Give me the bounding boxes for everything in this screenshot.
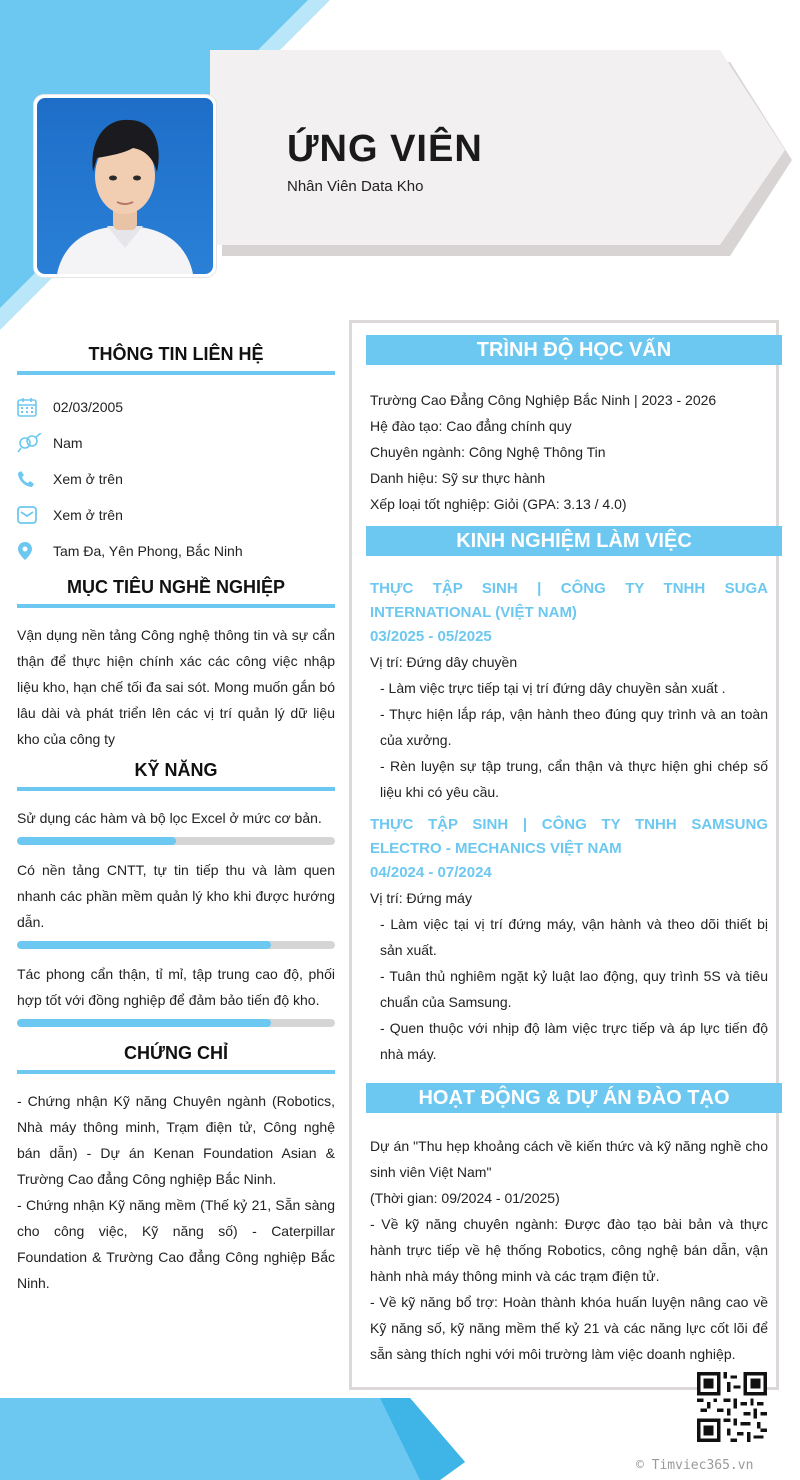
education-line: Trường Cao Đẳng Công Nghiệp Bắc Ninh | 2023 - 2026 [370, 392, 717, 408]
project-point: - Về kỹ năng chuyên ngành: Được đào tạo bài bản và thực hành trực tiếp về hệ thống Robotics, công nghệ bán dẫn, vận hành nhà máy thông minh và các trạm điện tử. [370, 1216, 768, 1284]
right-column [349, 320, 779, 1390]
contact-phone-text: Xem ở trên [53, 471, 123, 487]
skill-item [17, 805, 335, 845]
contact-email-text: Xem ở trên [53, 507, 123, 523]
skill-bar-fill [17, 1019, 271, 1027]
skill-item [17, 857, 335, 949]
skill-bar-fill [17, 941, 271, 949]
skill-bar [17, 837, 335, 845]
profile-photo [34, 95, 216, 277]
objective-title: MỤC TIÊU NGHỀ NGHIỆP [17, 573, 335, 608]
objective-text: Vận dụng nền tảng Công nghệ thông tin và sự cẩn thận để thực hiện chính xác các công việc nhập liệu kho, hạn chế tối đa sai sót. Mong muốn gắn bó lâu dài và phát triển lên các vị trí quản lý dữ liệu kho của công ty [17, 627, 335, 747]
contact-gender-text: Nam [53, 435, 83, 451]
education-line: Danh hiệu: Sỹ sư thực hành [370, 470, 546, 486]
qr-code [697, 1372, 767, 1442]
job-position: Vị trí: Đứng dây chuyền [370, 654, 518, 670]
contact-gender [17, 425, 335, 461]
job-position: Vị trí: Đứng máy [370, 890, 472, 906]
job-bullet: - Làm việc tại vị trí đứng máy, vận hành và theo dõi thiết bị sản xuất. [380, 916, 768, 958]
calendar-icon [17, 395, 53, 419]
job-item [370, 813, 768, 1067]
experience-title: KINH NGHIỆM LÀM VIỆC [366, 526, 782, 556]
activities-title: HOẠT ĐỘNG & DỰ ÁN ĐÀO TẠO [366, 1083, 782, 1113]
candidate-name: ỨNG VIÊN [287, 128, 483, 170]
education-line: Xếp loại tốt nghiệp: Giỏi (GPA: 3.13 / 4.0) [370, 496, 627, 512]
job-bullet: - Tuân thủ nghiêm ngặt kỷ luật lao động, quy trình 5S và tiêu chuẩn của Samsung. [380, 968, 768, 1010]
left-column [17, 340, 335, 1296]
job-bullet: - Làm việc trực tiếp tại vị trí đứng dây chuyền sản xuất . [380, 680, 726, 696]
job-period: 04/2024 - 07/2024 [370, 864, 492, 881]
location-icon [17, 539, 53, 563]
project-time: (Thời gian: 09/2024 - 01/2025) [370, 1190, 560, 1206]
skill-text: Sử dụng các hàm và bộ lọc Excel ở mức cơ bản. [17, 810, 322, 826]
contact-birthdate [17, 389, 335, 425]
job-item [370, 577, 768, 805]
phone-icon [17, 467, 53, 491]
skill-bar [17, 1019, 335, 1027]
skill-text: Có nền tảng CNTT, tự tin tiếp thu và làm quen nhanh các phần mềm quản lý kho khi được hướng dẫn. [17, 862, 335, 930]
email-icon [17, 503, 53, 527]
education-line: Chuyên ngành: Công Nghệ Thông Tin [370, 444, 606, 460]
education-line: Hệ đào tạo: Cao đẳng chính quy [370, 418, 572, 434]
experience-list [370, 577, 768, 1067]
skill-bar-fill [17, 837, 176, 845]
project-name: Dự án "Thu hẹp khoảng cách về kiến thức và kỹ năng nghề cho sinh viên Việt Nam" [370, 1138, 768, 1180]
skill-text: Tác phong cẩn thận, tỉ mỉ, tập trung cao độ, phối hợp tốt với đồng nghiệp để đảm bảo tiến độ kho. [17, 966, 335, 1008]
skill-bar [17, 941, 335, 949]
contact-title: THÔNG TIN LIÊN HỆ [17, 340, 335, 375]
job-bullet: - Thực hiện lắp ráp, vận hành theo đúng quy trình và an toàn của xưởng. [380, 706, 768, 748]
education-title: TRÌNH ĐỘ HỌC VẤN [366, 335, 782, 365]
activities-details [370, 1133, 768, 1367]
contact-email [17, 497, 335, 533]
contact-phone [17, 461, 335, 497]
contact-address [17, 533, 335, 569]
skill-item [17, 961, 335, 1027]
gender-icon [17, 431, 53, 455]
job-company: THỰC TẬP SINH | CÔNG TY TNHH SUGA INTERNATIONAL (VIỆT NAM) [370, 580, 768, 621]
job-period: 03/2025 - 05/2025 [370, 628, 492, 645]
copyright-text: © Timviec365.vn [636, 1458, 754, 1473]
certs-title: CHỨNG CHỈ [17, 1039, 335, 1074]
job-bullet: - Quen thuộc với nhịp độ làm việc trực tiếp và áp lực tiến độ nhà máy. [380, 1020, 768, 1062]
job-company: THỰC TẬP SINH | CÔNG TY TNHH SAMSUNG ELECTRO - MECHANICS VIỆT NAM [370, 816, 768, 857]
candidate-role: Nhân Viên Data Kho [287, 178, 424, 195]
job-bullet: - Rèn luyện sự tập trung, cẩn thận và thực hiện ghi chép số liệu khi có yêu cầu. [380, 758, 768, 800]
skills-title: KỸ NĂNG [17, 756, 335, 791]
contact-birthdate-text: 02/03/2005 [53, 399, 124, 415]
certs-text: - Chứng nhận Kỹ năng Chuyên ngành (Robotics, Nhà máy thông minh, Trạm điện tử, Công nghệ bán dẫn) - Dự án Kenan Foundation Asian & Trường Cao đẳng Công nghiệp Bắc Ninh. - Chứng nhận Kỹ năng mềm (Thế kỷ 21, Sẵn sàng cho công việc, Kỹ năng số) - Caterpillar Foundation & Trường Cao đẳng Công nghiệp Bắc Ninh. [17, 1093, 335, 1291]
contact-address-text: Tam Đa, Yên Phong, Bắc Ninh [53, 543, 243, 559]
project-point: - Về kỹ năng bổ trợ: Hoàn thành khóa huấn luyện nâng cao về Kỹ năng số, kỹ năng mềm thế kỷ 21 và các năng lực cốt lõi để sẵn sàng thích nghi với môi trường làm việc doanh nghiệp. [370, 1294, 768, 1362]
education-details [370, 387, 768, 517]
